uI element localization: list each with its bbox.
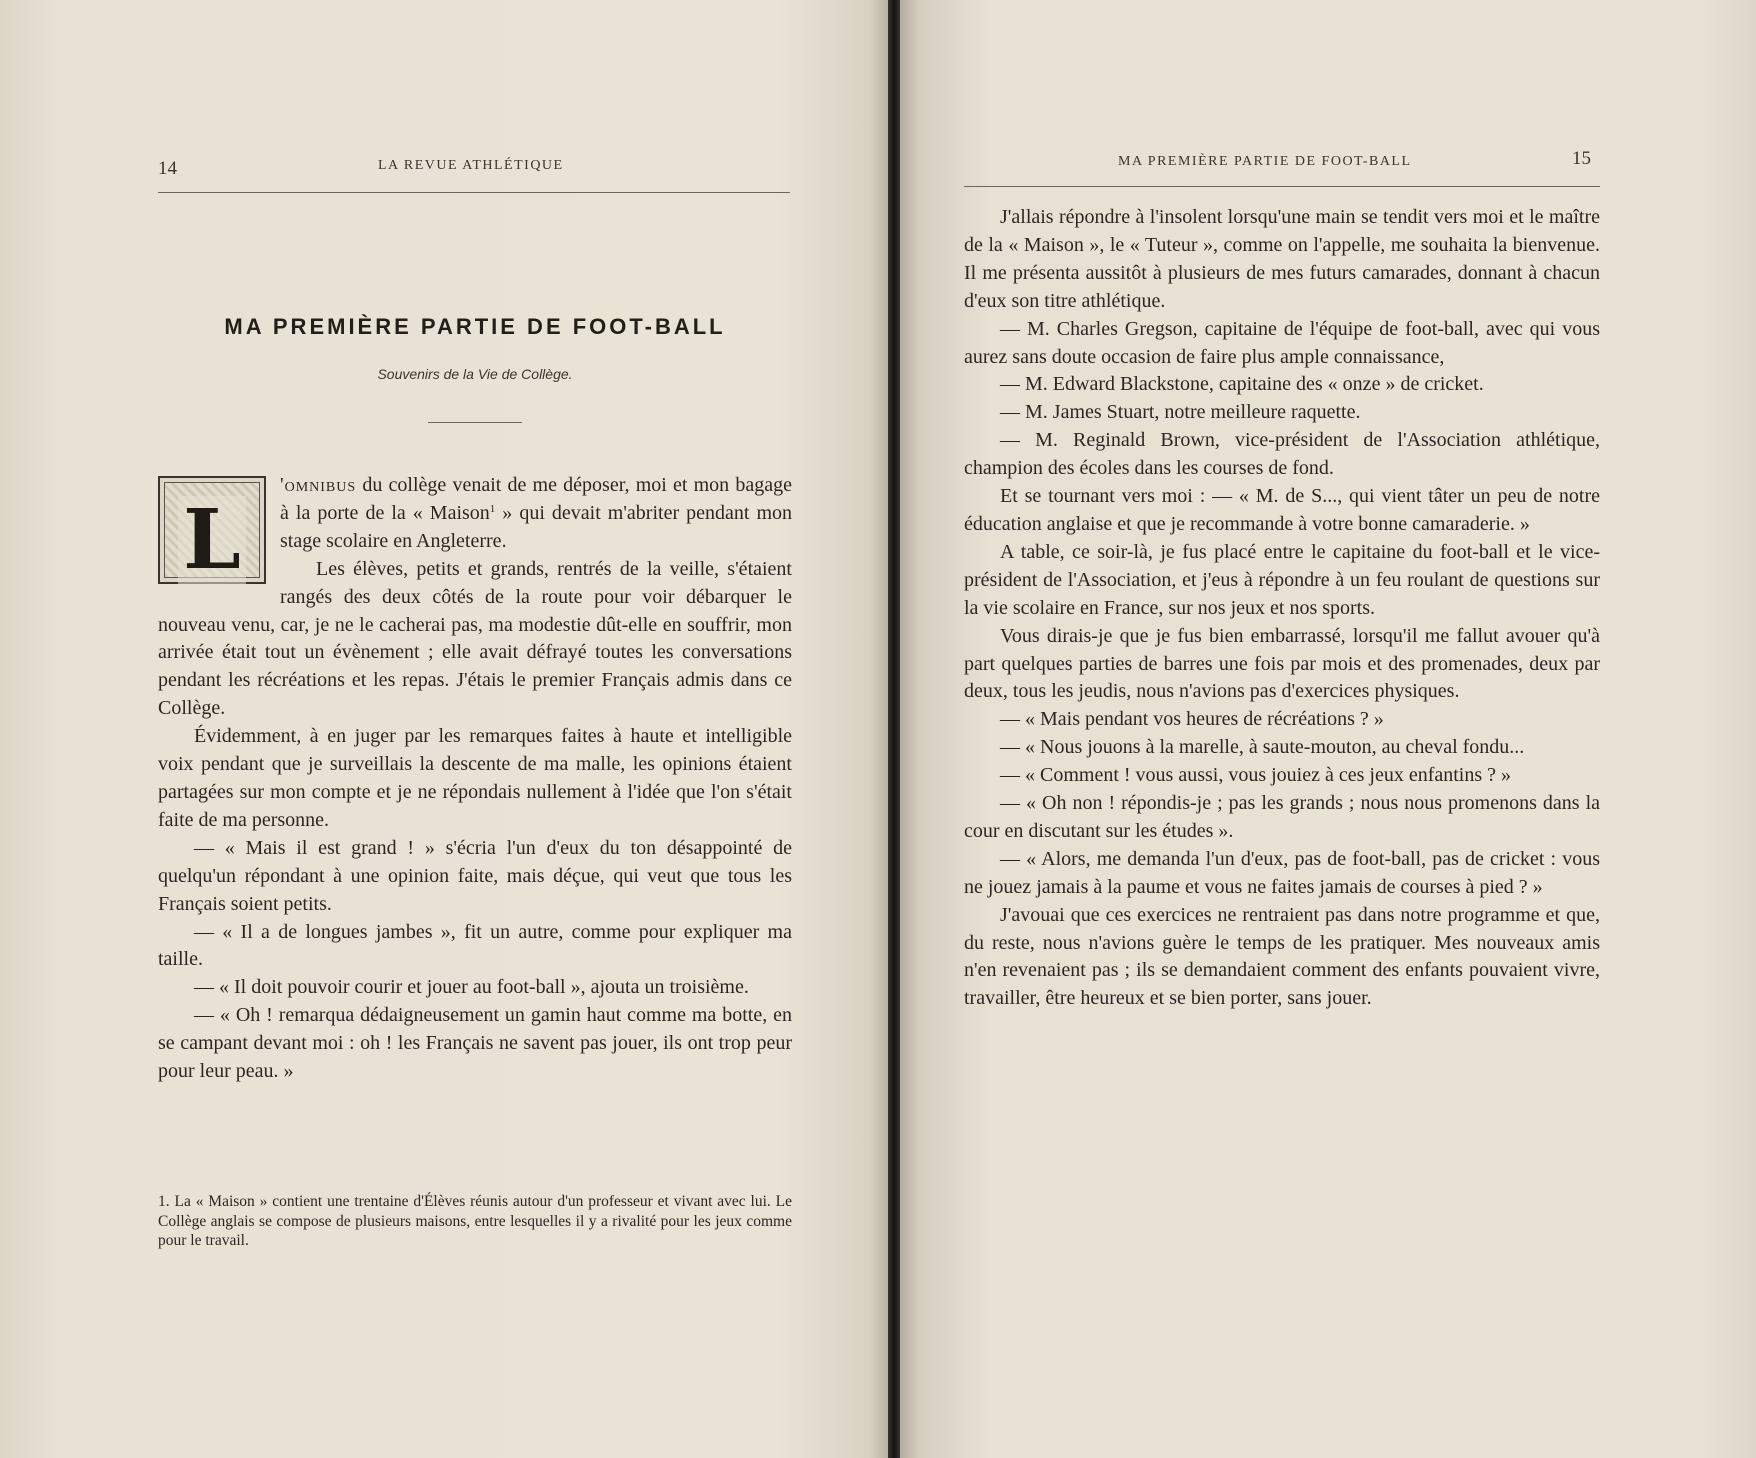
footnote-ref: 1	[489, 502, 496, 515]
page-number-right: 15	[1572, 148, 1591, 169]
article-title: MA PREMIÈRE PARTIE DE FOOT-BALL	[224, 314, 726, 339]
paragraph: — « Il a de longues jambes », fit un autre, comme pour expliquer ma taille.	[158, 920, 792, 971]
paragraph: — M. James Stuart, notre meilleure raquette.	[1000, 401, 1361, 424]
paragraph: Les élèves, petits et grands, rentrés de la veille, s'étaient rangés des deux côtés de la route pour voir débarquer le nouveau venu, car, je ne le cacherai pas, ma modestie dût-elle en souffrir, mon arrivée était tout un évènement ; elle avait défrayé toutes les conversations pendant les récréations et les repas. J'étais le premier Français admis dans ce Collège.	[158, 557, 792, 720]
paragraph: J'allais répondre à l'insolent lorsqu'une main se tendit vers moi et le maître de la « Maison », le « Tuteur », comme on l'appelle, me souhaita la bienvenue. Il me présenta aussitôt à plusieurs de mes futurs camarades, donnant à chacun d'eux son titre athlétique.	[964, 206, 1600, 312]
running-head-left: LA REVUE ATHLÉTIQUE	[378, 158, 564, 173]
paragraph: Évidemment, à en juger par les remarques faites à haute et intelligible voix pendant que je surveillais la descente de ma malle, les opinions étaient partagées sur mon compte et je ne répondais nullement à l'idée que l'on s'était faite de ma personne.	[158, 725, 792, 831]
right-page	[900, 0, 1756, 1458]
ornamental-drop-cap	[158, 476, 266, 588]
paragraph: — M. Reginald Brown, vice-président de l'Association athlétique, champion des écoles dans les courses de fond.	[964, 429, 1600, 480]
paragraph: Et se tournant vers moi : — « M. de S..., qui vient tâter un peu de notre éducation anglaise et que je recommande à votre bonne camaraderie. »	[964, 485, 1600, 535]
page-number-left: 14	[158, 158, 177, 179]
paragraph: A table, ce soir-là, je fus placé entre le capitaine du foot-ball et le vice-président de l'Association, et j'eus à répondre à un feu roulant de questions sur la vie scolaire en France, sur nos jeux et nos sports.	[964, 540, 1600, 619]
paragraph: — « Oh ! remarqua dédaigneusement un gamin haut comme ma botte, en se campant devant moi : oh ! les Français ne savent pas jouer, ils ont trop peur pour leur peau. »	[158, 1004, 792, 1083]
running-head-right: MA PREMIÈRE PARTIE DE FOOT-BALL	[1118, 154, 1412, 169]
paragraph: — « Il doit pouvoir courir et jouer au foot-ball », ajouta un troisième.	[194, 976, 749, 999]
right-column	[964, 204, 1600, 1013]
paragraph: — « Oh non ! répondis-je ; pas les grands ; nous nous promenons dans la cour en discutant sur les études ».	[964, 792, 1600, 842]
article-subtitle: Souvenirs de la Vie de Collège.	[377, 366, 573, 382]
paragraph: — « Mais pendant vos heures de récréations ? »	[1000, 708, 1384, 731]
paragraph: — « Comment ! vous aussi, vous jouiez à ces jeux enfantins ? »	[1000, 764, 1512, 787]
paragraph: — « Alors, me demanda l'un d'eux, pas de foot-ball, pas de cricket : vous ne jouez jamais à la paume et vous ne faites jamais de courses à pied ? »	[964, 847, 1600, 898]
first-paragraph	[158, 472, 793, 588]
header-rule-right	[964, 186, 1600, 187]
drop-cap-letter: L	[178, 496, 246, 584]
paragraph: — « Mais il est grand ! » s'écria l'un d'eux du ton désappointé de quelqu'un répondant à une opinion faite, mais déçue, qui veut que tous les Français soient petits.	[158, 836, 792, 915]
paragraph: — M. Edward Blackstone, capitaine des « onze » de cricket.	[1000, 373, 1484, 396]
paragraph: — « Nous jouons à la marelle, à saute-mouton, au cheval fondu...	[1000, 736, 1525, 759]
paragraph: J'avouai que ces exercices ne rentraient pas dans notre programme et que, du reste, nous n'avions guère le temps de les pratiquer. Mes nouveaux amis n'en revenaient pas ; ils se demandaient comment des enfants pouvaient vivre, travailler, être heureux et se bien porter, sans jouer.	[964, 903, 1600, 1010]
left-column	[158, 472, 792, 1086]
title-divider	[428, 422, 522, 423]
opening-text: du collège venait de me déposer, moi et mon bagage à la porte de la « Maison	[280, 474, 792, 524]
paragraph: — M. Charles Gregson, capitaine de l'équipe de foot-ball, avec qui vous aurez sans doute occasion de faire plus ample connaissance,	[964, 317, 1600, 368]
paragraph: Vous dirais-je que je fus bien embarrassé, lorsqu'il me fallut avouer qu'à part quelques parties de barres une fois par mois et des promenades, deux par deux, tous les jeudis, nous n'avions pas d'exercices physiques.	[964, 624, 1600, 703]
footnote: 1. La « Maison » contient une trentaine d'Élèves réunis autour d'un professeur et vivant avec lui. Le Collège anglais se compose de plusieurs maisons, entre lesquelles il y a rivalité pour les jeux comme pour le travail.	[158, 1193, 792, 1249]
opening-smallcaps: 'omnibus	[280, 474, 357, 496]
opening-text-end: » qui devait m'abriter pendant mon stage scolaire en Angleterre.	[280, 501, 793, 552]
header-rule-left	[158, 192, 790, 193]
book-gutter	[888, 0, 900, 1458]
